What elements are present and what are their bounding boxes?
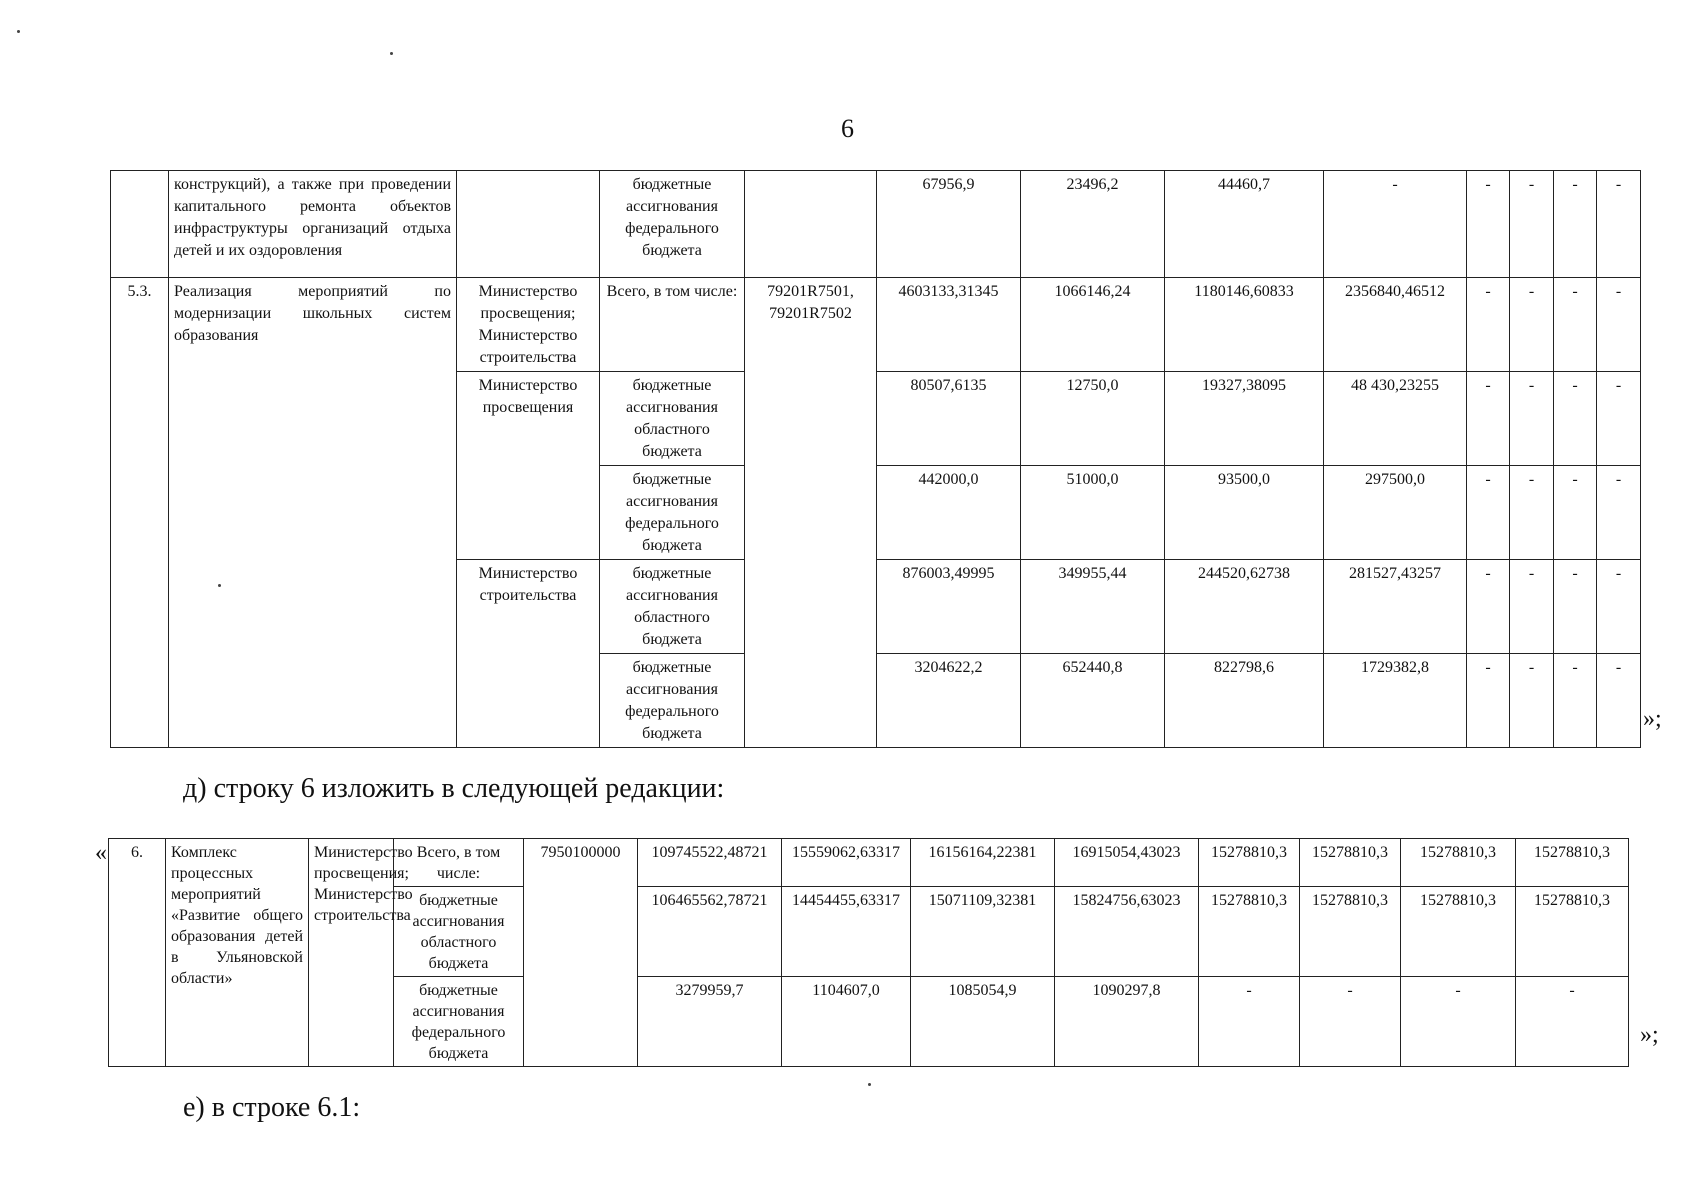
table-row [111, 278, 1641, 372]
value-cell: 15278810,3 [1199, 839, 1300, 887]
value-cell: 15278810,3 [1401, 839, 1516, 887]
value-cell: - [1554, 278, 1597, 372]
scan-speck [218, 584, 221, 587]
value-cell: 2356840,46512 [1324, 278, 1467, 372]
opening-quote: « [95, 840, 107, 866]
value-cell: 14454455,63317 [782, 887, 911, 977]
funding-source-cell: бюджетные ассигнования федерального бюджета [394, 977, 524, 1067]
measure-name-cell: конструкций), а также при проведении капитального ремонта объектов инфраструктуры организаций отдыха детей и их оздоровления [169, 171, 457, 278]
value-cell: 1180146,60833 [1165, 278, 1324, 372]
value-cell: 15278810,3 [1300, 839, 1401, 887]
value-cell: - [1554, 560, 1597, 654]
value-cell: - [1467, 372, 1510, 466]
value-cell: 16156164,22381 [911, 839, 1055, 887]
value-cell: 15278810,3 [1516, 887, 1629, 977]
funding-source-cell: Всего, в том числе: [394, 839, 524, 887]
funding-source-cell: бюджетные ассигнования областного бюджета [394, 887, 524, 977]
value-cell: - [1467, 560, 1510, 654]
value-cell: - [1597, 560, 1641, 654]
value-cell: 80507,6135 [877, 372, 1021, 466]
value-cell: - [1324, 171, 1467, 278]
value-cell: 822798,6 [1165, 654, 1324, 748]
value-cell: 4603133,31345 [877, 278, 1021, 372]
value-cell: - [1554, 171, 1597, 278]
value-cell: 51000,0 [1021, 466, 1165, 560]
value-cell: - [1300, 977, 1401, 1067]
value-cell: 297500,0 [1324, 466, 1467, 560]
value-cell: - [1554, 654, 1597, 748]
value-cell: 15824756,63023 [1055, 887, 1199, 977]
value-cell: 23496,2 [1021, 171, 1165, 278]
value-cell: - [1467, 278, 1510, 372]
scan-speck [17, 30, 20, 33]
funding-source-cell: бюджетные ассигнования федерального бюджета [600, 654, 745, 748]
value-cell: - [1467, 654, 1510, 748]
value-cell: 349955,44 [1021, 560, 1165, 654]
value-cell: 652440,8 [1021, 654, 1165, 748]
table-row [111, 171, 1641, 278]
value-cell: 67956,9 [877, 171, 1021, 278]
value-cell: 15278810,3 [1401, 887, 1516, 977]
measure-name-cell: Реализация мероприятий по модернизации школьных систем образования [169, 278, 457, 748]
value-cell: 12750,0 [1021, 372, 1165, 466]
row-number-cell [111, 171, 169, 278]
value-cell: - [1597, 654, 1641, 748]
measure-name-cell: Комплекс процессных мероприятий «Развитие общего образования детей в Ульяновской области» [166, 839, 309, 1067]
value-cell: - [1510, 278, 1554, 372]
row-number-cell: 6. [109, 839, 166, 1067]
executor-cell: Министерство просвещения; Министерство строительства [457, 278, 600, 372]
value-cell: - [1597, 466, 1641, 560]
funding-source-cell: бюджетные ассигнования федерального бюджета [600, 466, 745, 560]
table-continuation-5 [110, 170, 1641, 748]
section-heading-e: е) в строке 6.1: [183, 1092, 361, 1123]
value-cell: - [1510, 466, 1554, 560]
value-cell: - [1516, 977, 1629, 1067]
executor-cell: Министерство просвещения; Министерство строительства [309, 839, 394, 1067]
value-cell: - [1467, 171, 1510, 278]
value-cell: 15278810,3 [1199, 887, 1300, 977]
value-cell: 1090297,8 [1055, 977, 1199, 1067]
value-cell: 442000,0 [877, 466, 1021, 560]
value-cell: 15278810,3 [1516, 839, 1629, 887]
value-cell: 109745522,48721 [638, 839, 782, 887]
value-cell: 93500,0 [1165, 466, 1324, 560]
value-cell: 15559062,63317 [782, 839, 911, 887]
value-cell: - [1467, 466, 1510, 560]
code-cell: 79201R7501, 79201R7502 [745, 278, 877, 748]
value-cell: 3204622,2 [877, 654, 1021, 748]
table-row-6 [108, 838, 1629, 1067]
value-cell: 1085054,9 [911, 977, 1055, 1067]
table-row [109, 839, 1629, 887]
row-number-cell: 5.3. [111, 278, 169, 748]
value-cell: - [1510, 372, 1554, 466]
funding-source-cell: бюджетные ассигнования федерального бюджета [600, 171, 745, 278]
value-cell: - [1401, 977, 1516, 1067]
value-cell: 48 430,23255 [1324, 372, 1467, 466]
value-cell: 1066146,24 [1021, 278, 1165, 372]
funding-source-cell: бюджетные ассигнования областного бюджета [600, 560, 745, 654]
value-cell: - [1199, 977, 1300, 1067]
executor-cell [457, 171, 600, 278]
value-cell: 15071109,32381 [911, 887, 1055, 977]
executor-cell: Министерство просвещения [457, 372, 600, 560]
value-cell: - [1554, 372, 1597, 466]
value-cell: 1729382,8 [1324, 654, 1467, 748]
code-cell: 7950100000 [524, 839, 638, 1067]
value-cell: - [1510, 654, 1554, 748]
value-cell: 106465562,78721 [638, 887, 782, 977]
value-cell: 3279959,7 [638, 977, 782, 1067]
value-cell: 876003,49995 [877, 560, 1021, 654]
value-cell: 44460,7 [1165, 171, 1324, 278]
scan-speck [390, 52, 393, 55]
value-cell: - [1597, 372, 1641, 466]
value-cell: 16915054,43023 [1055, 839, 1199, 887]
value-cell: - [1597, 171, 1641, 278]
value-cell: - [1510, 171, 1554, 278]
code-cell [745, 171, 877, 278]
value-cell: 281527,43257 [1324, 560, 1467, 654]
value-cell: 1104607,0 [782, 977, 911, 1067]
executor-cell: Министерство строительства [457, 560, 600, 748]
section-heading-d: д) строку 6 изложить в следующей редакции: [183, 773, 725, 804]
closing-quote: »; [1640, 1022, 1659, 1048]
value-cell: - [1510, 560, 1554, 654]
value-cell: 19327,38095 [1165, 372, 1324, 466]
value-cell: - [1597, 278, 1641, 372]
value-cell: 244520,62738 [1165, 560, 1324, 654]
funding-source-cell: Всего, в том числе: [600, 278, 745, 372]
value-cell: 15278810,3 [1300, 887, 1401, 977]
value-cell: - [1554, 466, 1597, 560]
page-number: 6 [841, 114, 854, 143]
funding-source-cell: бюджетные ассигнования областного бюджета [600, 372, 745, 466]
scan-speck [868, 1083, 871, 1086]
closing-quote: »; [1643, 706, 1662, 732]
